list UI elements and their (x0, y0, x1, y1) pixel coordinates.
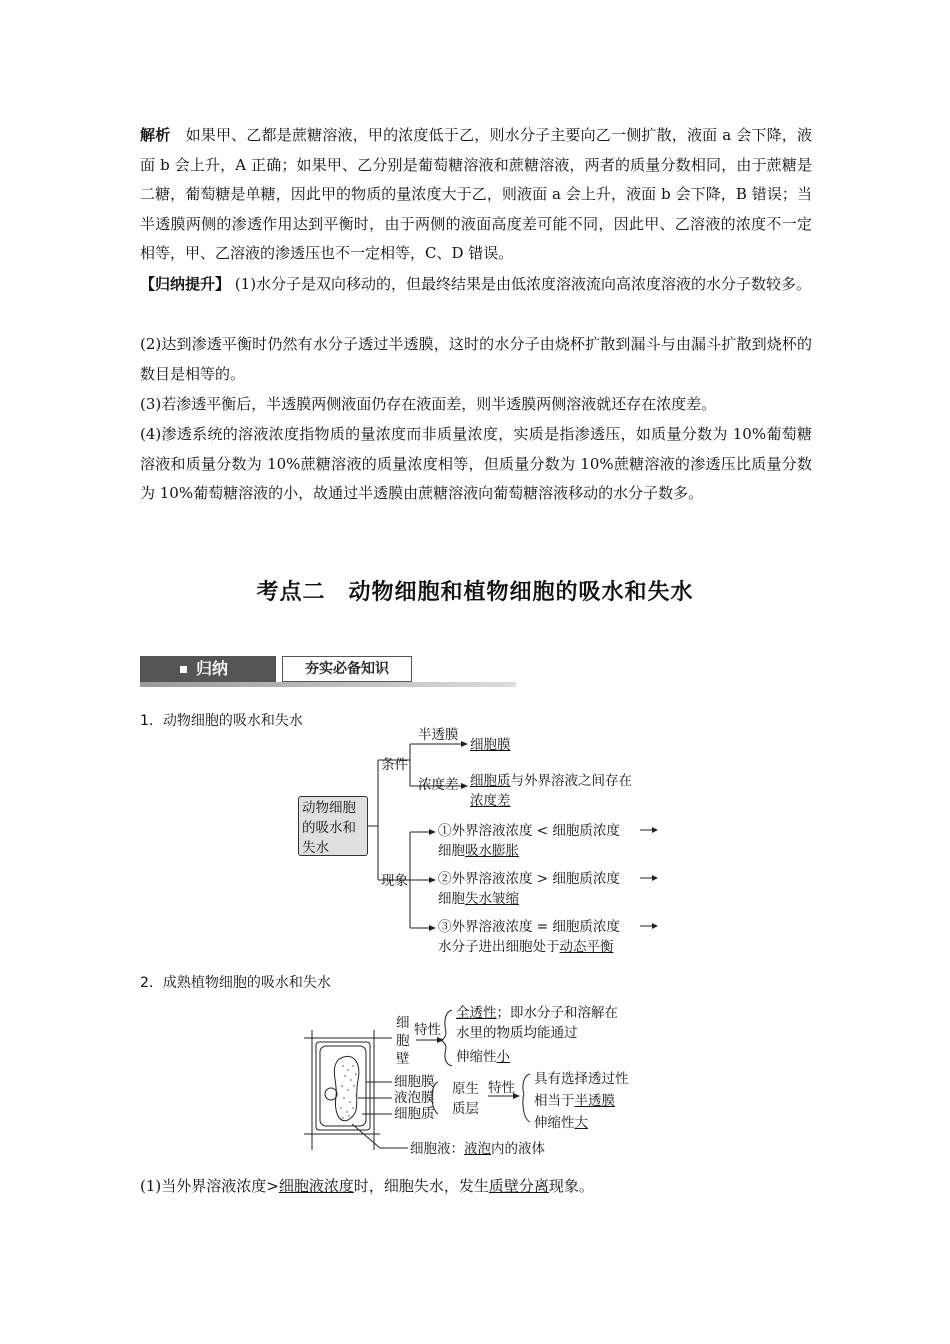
wall-trait-label: 特性 (414, 1022, 441, 1038)
section-title: 考点二 动物细胞和植物细胞的吸水和失水 (256, 580, 694, 605)
analysis-text: 如果甲、乙都是蔗糖溶液，甲的浓度低于乙，则水分子主要向乙一侧扩散，液面 a 会下降，液面 b 会上升，A 正确；如果甲、乙分别是葡萄糖溶液和蔗糖溶液，两者的质量分数相同，由于蔗糖是二糖，葡萄糖是单糖，因此甲的物质的量浓度大于乙，则液面 a 会上升，液面 b 会下降，B 错误；当半透膜两侧的渗透作用达到平衡时，由于两侧的液面高度差可能不同，因此甲、乙溶液的浓度不一定相等，甲、乙溶液的渗透压也不一定相等，C、D 错误。 (140, 126, 812, 262)
banner-tag-label: 归纳 (196, 659, 229, 678)
case-1-condition: ①外界溶液浓度 < 细胞质浓度 (438, 823, 620, 839)
cell-membrane-label: 细胞膜 (394, 1074, 435, 1090)
case-1-result: 细胞吸水膨胀 (438, 843, 519, 859)
gradient-value-2: 浓度差 (470, 793, 511, 809)
cell-sap-label: 细胞液：液泡内的液体 (410, 1141, 545, 1157)
case-3-condition: ③外界溶液浓度 = 细胞质浓度 (438, 919, 620, 935)
summary-point-3: (3)若渗透平衡后，半透膜两侧液面仍存在液面差，则半透膜两侧溶液就还存在浓度差。 (140, 395, 717, 413)
phenomenon-label: 现象 (381, 873, 408, 889)
gradient-label: 浓度差 (418, 777, 459, 793)
case-2-condition: ②外界溶液浓度 > 细胞质浓度 (438, 871, 620, 887)
concept-line-1: 动物细胞 (302, 800, 356, 816)
protoplast-label: 原生 质层 (452, 1081, 479, 1117)
summary-text-1: (1)水分子是双向移动的，但最终结果是由低浓度溶液流向高浓度溶液的水分子数较多。 (234, 275, 812, 293)
cell-wall-label: 细 胞 壁 (396, 1015, 410, 1067)
case-3-result: 水分子进出细胞处于动态平衡 (438, 939, 614, 955)
wall-trait-1-line-2: 水里的物质均能通过 (456, 1025, 578, 1041)
banner-box: 夯实必备知识 (282, 656, 412, 682)
cytoplasm-label: 细胞质 (394, 1106, 435, 1122)
vacuole-membrane-label: 液泡膜 (394, 1090, 435, 1106)
protoplast-trait-label: 特性 (488, 1080, 515, 1096)
wall-trait-1: 全透性；即水分子和溶解在 (456, 1005, 618, 1021)
concept-line-2: 的吸水和 (302, 820, 356, 836)
wall-trait-2: 伸缩性小 (456, 1049, 510, 1065)
condition-label: 条件 (381, 757, 408, 773)
membrane-value: 细胞膜 (470, 737, 511, 753)
last-paragraph: (1)当外界溶液浓度>细胞液浓度时，细胞失水，发生质壁分离现象。 (140, 1177, 594, 1195)
case-2-result: 细胞失水皱缩 (438, 891, 519, 907)
protoplast-trait-2: 相当于半透膜 (534, 1093, 615, 1109)
concept-line-3: 失水 (302, 840, 329, 856)
membrane-label: 半透膜 (418, 727, 459, 743)
summary-point-2: (2)达到渗透平衡时仍然有水分子透过半透膜，这时的水分子由烧杯扩散到漏斗与由漏斗扩散到烧杯的数目是相等的。 (140, 335, 812, 383)
summary-point-4: (4)渗透系统的溶液浓度指物质的量浓度而非质量浓度，实质是指渗透压，如质量分数为 10%葡萄糖溶液和质量分数为 10%蔗糖溶液的质量浓度相等，但质量分数为 10%蔗糖溶液的渗透压比质量分数为 10%葡萄糖溶液的小，故通过半透膜由蔗糖溶液向葡萄糖溶液移动的水分子数多。 (140, 425, 812, 502)
summary-label: 【归纳提升】 (140, 275, 231, 293)
analysis-label: 解析 (140, 126, 171, 144)
gradient-value: 细胞质与外界溶液之间存在 (470, 773, 632, 789)
animal-concept-box (298, 796, 368, 856)
protoplast-trait-3: 伸缩性大 (534, 1115, 588, 1131)
protoplast-trait-1: 具有选择透过性 (534, 1071, 629, 1087)
animal-heading: 1．动物细胞的吸水和失水 (140, 713, 303, 729)
plant-heading: 2．成熟植物细胞的吸水和失水 (140, 975, 331, 991)
